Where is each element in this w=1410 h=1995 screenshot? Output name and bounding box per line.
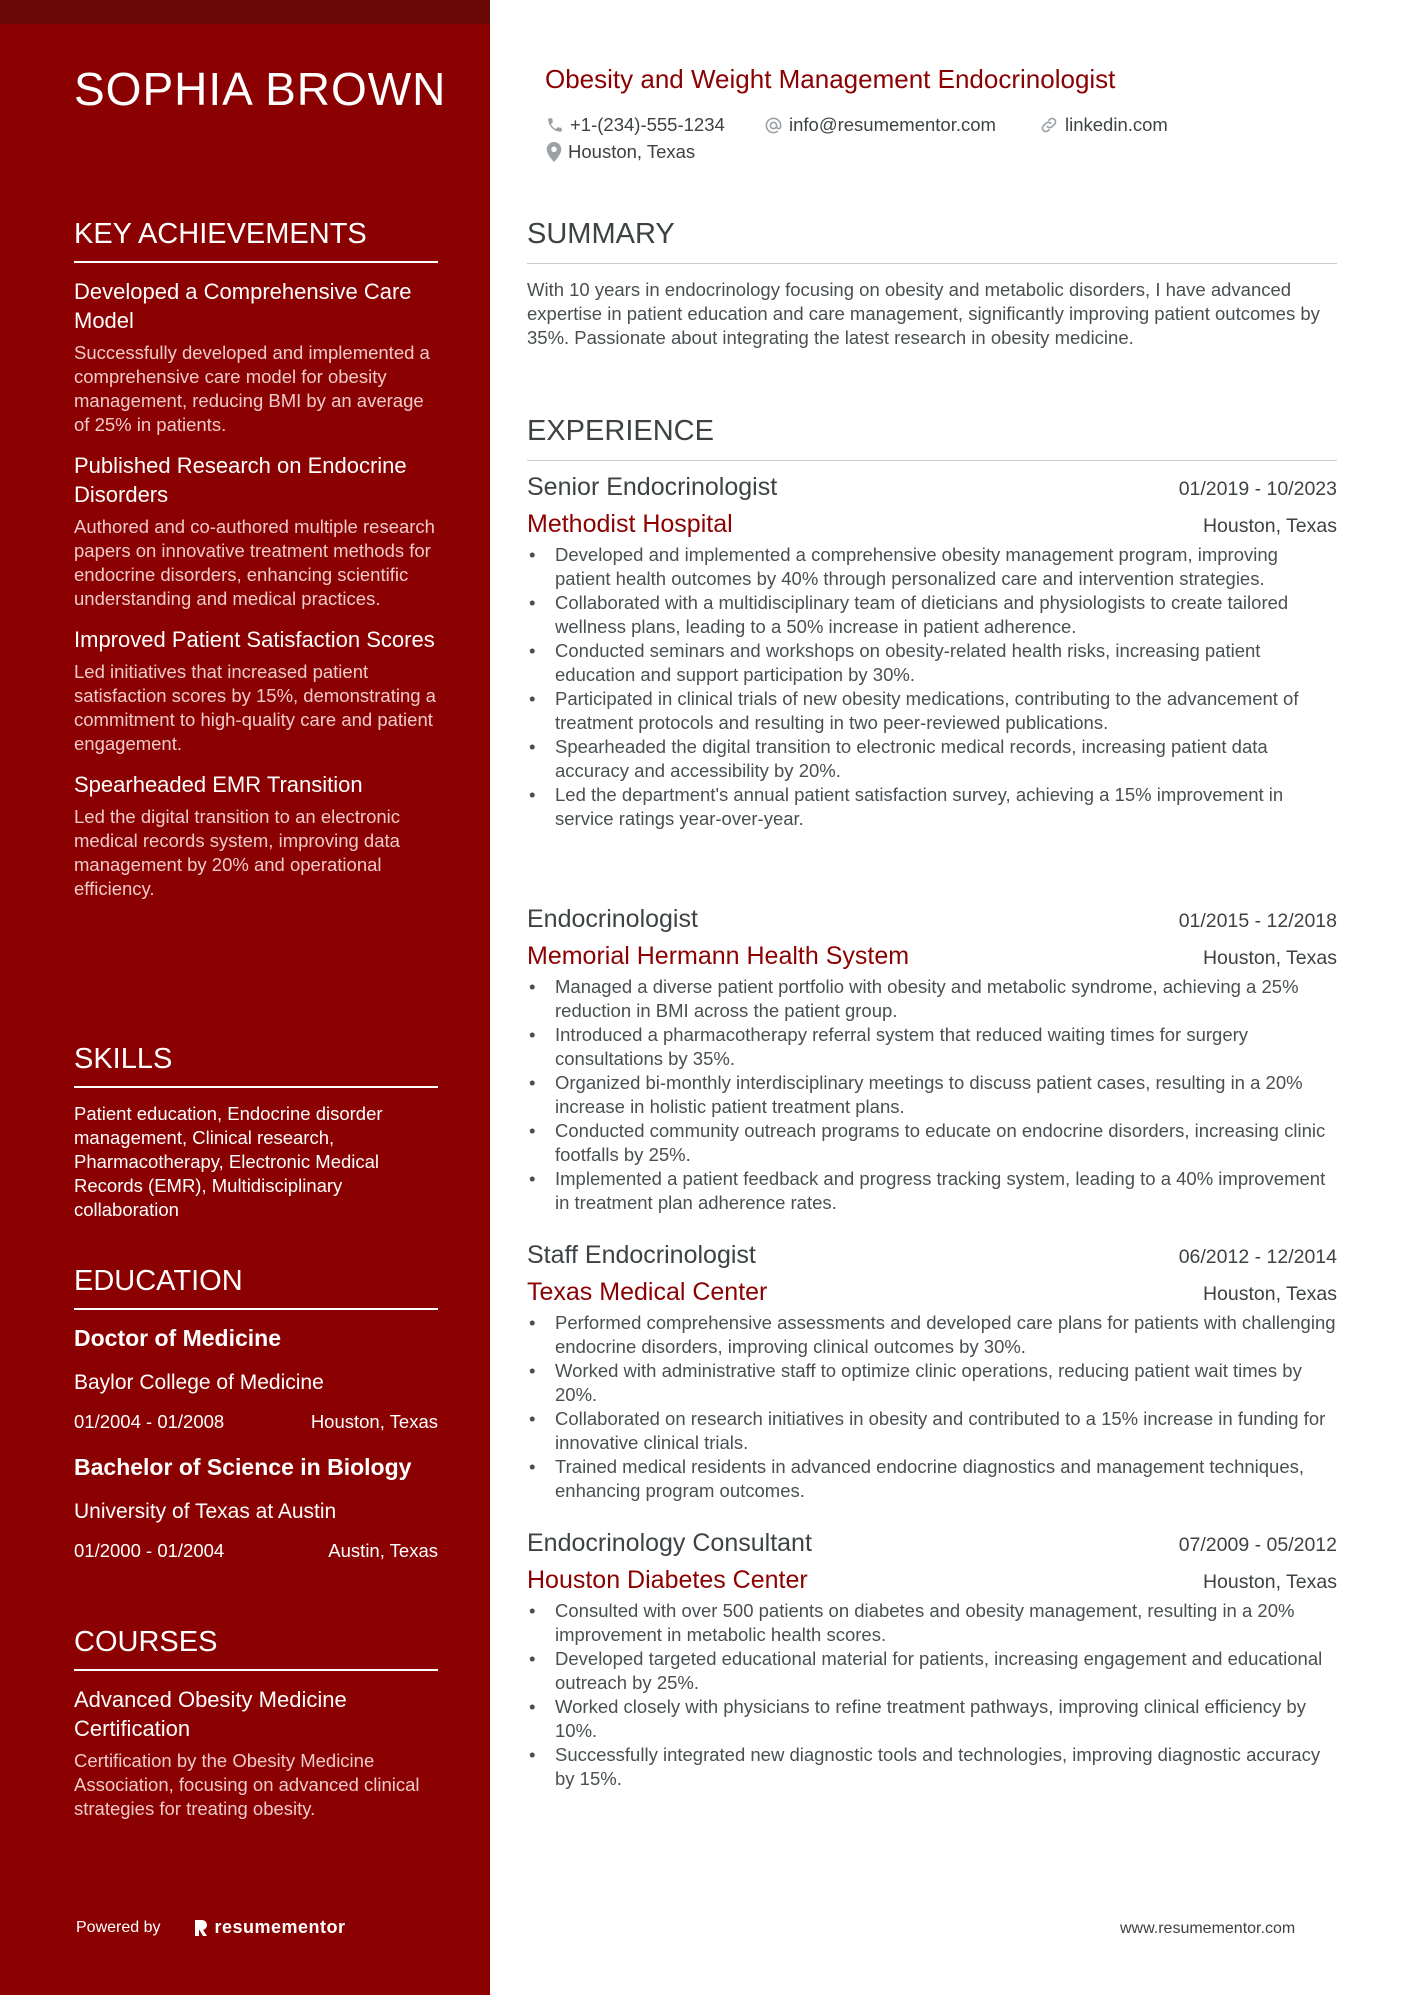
achievement-item (74, 451, 438, 611)
brand-logo-icon (193, 1919, 209, 1937)
location-text: Houston, Texas (568, 141, 696, 162)
achievements-heading: KEY ACHIEVEMENTS (74, 218, 438, 263)
experience-item (527, 473, 1337, 831)
job-location: Houston, Texas (1202, 515, 1337, 537)
job-bullet: • Worked with administrative staff to optimize clinic operations, reducing patient wait times by 20%. (527, 1359, 1337, 1407)
achievement-title: Published Research on Endocrine Disorders (74, 453, 407, 507)
education-dates: 01/2000 - 01/2004 (74, 1540, 225, 1561)
job-role: Endocrinology Consultant (527, 1529, 812, 1557)
job-bullet: • Conducted community outreach programs to educate on endocrine disorders, increasing clinic footfalls by 25%. (527, 1119, 1337, 1167)
education-location: Austin, Texas (328, 1540, 438, 1561)
job-bullet: • Performed comprehensive assessments and developed care plans for patients with challenging endocrine disorders, improving clinical outcomes by 30%. (527, 1311, 1337, 1359)
job-location: Houston, Texas (1202, 1283, 1337, 1305)
experience-heading: EXPERIENCE (527, 415, 1337, 461)
contact-location (546, 141, 695, 163)
job-bullet: • Collaborated on research initiatives in obesity and contributed to a 15% increase in funding for innovative clinical trials. (527, 1407, 1337, 1455)
job-bullet: • Successfully integrated new diagnostic tools and technologies, improving diagnostic accuracy by 15%. (527, 1743, 1337, 1791)
link-icon (1039, 115, 1059, 135)
job-bullet: • Developed targeted educational material for patients, increasing engagement and educational outreach by 25%. (527, 1647, 1337, 1695)
education-heading: EDUCATION (74, 1265, 438, 1310)
education-degree: Bachelor of Science in Biology (74, 1454, 412, 1480)
phone-text: +1-(234)-555-1234 (570, 114, 725, 135)
achievement-desc: Led the digital transition to an electronic medical records system, improving data management by 20% and operational efficiency. (74, 806, 401, 899)
achievement-desc: Led initiatives that increased patient satisfaction scores by 15%, demonstrating a commitment to high-quality care and patient engagement. (74, 661, 436, 754)
achievement-item (74, 277, 438, 437)
job-bullet: • Managed a diverse patient portfolio with obesity and metabolic syndrome, achieving a 25% reduction in BMI across the patient group. (527, 975, 1337, 1023)
job-bullets (527, 975, 1337, 1215)
powered-by-label: Powered by (76, 1918, 161, 1936)
phone-icon (546, 116, 564, 134)
achievements-section (74, 218, 438, 915)
job-bullets (527, 1599, 1337, 1791)
achievement-desc: Authored and co-authored multiple research papers on innovative treatment methods for endocrine disorders, enhancing scientific understanding and medical practices. (74, 516, 435, 609)
job-bullet: • Implemented a patient feedback and progress tracking system, leading to a 40% improvement in treatment plan adherence rates. (527, 1167, 1337, 1215)
job-bullets (527, 1311, 1337, 1503)
job-bullet: • Consulted with over 500 patients on diabetes and obesity management, resulting in a 20% improvement in metabolic health scores. (527, 1599, 1337, 1647)
achievement-title: Improved Patient Satisfaction Scores (74, 627, 435, 652)
job-dates: 01/2019 - 10/2023 (1178, 478, 1337, 500)
education-location: Houston, Texas (310, 1411, 438, 1432)
job-company: Memorial Hermann Health System (527, 942, 910, 970)
candidate-name: SOPHIA BROWN (74, 63, 447, 115)
job-bullet: • Organized bi-monthly interdisciplinary meetings to discuss patient cases, resulting in a 20% increase in holistic patient treatment plans. (527, 1071, 1337, 1119)
summary-heading: SUMMARY (527, 218, 1337, 264)
education-section (74, 1265, 438, 1582)
education-degree: Doctor of Medicine (74, 1325, 282, 1351)
education-school: University of Texas at Austin (74, 1500, 337, 1523)
contact-phone[interactable] (546, 114, 725, 136)
job-location: Houston, Texas (1202, 1571, 1337, 1593)
job-role: Senior Endocrinologist (527, 473, 778, 501)
job-bullet: • Trained medical residents in advanced endocrine diagnostics and management techniques, enhancing program outcomes. (527, 1455, 1337, 1503)
job-bullet: • Led the department's annual patient satisfaction survey, achieving a 15% improvement in service ratings year-over-year. (527, 783, 1337, 831)
job-company: Texas Medical Center (527, 1278, 768, 1306)
target-job-title: Obesity and Weight Management Endocrinologist (545, 64, 1116, 94)
job-company: Methodist Hospital (527, 510, 733, 538)
sidebar-top-band (0, 0, 490, 24)
job-bullets (527, 543, 1337, 831)
sidebar (0, 0, 490, 1995)
brand-logo[interactable] (193, 1917, 346, 1938)
skills-heading: SKILLS (74, 1043, 438, 1088)
job-dates: 06/2012 - 12/2014 (1178, 1246, 1337, 1268)
experience-item (527, 905, 1337, 1215)
achievement-title: Spearheaded EMR Transition (74, 772, 363, 797)
experience-item (527, 1241, 1337, 1503)
location-pin-icon (546, 142, 562, 162)
course-title: Advanced Obesity Medicine Certification (74, 1687, 347, 1741)
job-dates: 01/2015 - 12/2018 (1178, 910, 1337, 932)
education-item (74, 1453, 438, 1562)
experience-item (527, 1529, 1337, 1791)
job-company: Houston Diabetes Center (527, 1566, 808, 1594)
courses-heading: COURSES (74, 1626, 438, 1671)
courses-section (74, 1626, 438, 1821)
skills-section (74, 1043, 438, 1222)
education-item (74, 1324, 438, 1433)
job-bullet: • Spearheaded the digital transition to electronic medical records, increasing patient data accuracy and accessibility by 20%. (527, 735, 1337, 783)
brand-name: resumementor (214, 1917, 346, 1937)
education-dates: 01/2004 - 01/2008 (74, 1411, 225, 1432)
email-text: info@resumementor.com (789, 114, 996, 135)
education-school: Baylor College of Medicine (74, 1371, 324, 1394)
job-bullet: • Worked closely with physicians to refine treatment pathways, improving clinical efficiency by 10%. (527, 1695, 1337, 1743)
achievement-title: Developed a Comprehensive Care Model (74, 279, 412, 333)
achievement-item (74, 770, 438, 901)
job-bullet: • Conducted seminars and workshops on obesity-related health risks, increasing patient education and support participation by 30%. (527, 639, 1337, 687)
contact-email[interactable] (764, 114, 996, 136)
job-location: Houston, Texas (1202, 947, 1337, 969)
course-desc: Certification by the Obesity Medicine Association, focusing on advanced clinical strategies for treating obesity. (74, 1750, 420, 1819)
job-bullet: • Collaborated with a multidisciplinary team of dieticians and physiologists to create tailored wellness plans, leading to a 50% increase in patient adherence. (527, 591, 1337, 639)
job-bullet: • Developed and implemented a comprehensive obesity management program, improving patient health outcomes by 40% through personalized care and intervention strategies. (527, 543, 1337, 591)
achievement-desc: Successfully developed and implemented a comprehensive care model for obesity management, reducing BMI by an average of 25% in patients. (74, 342, 430, 435)
summary-text: With 10 years in endocrinology focusing on obesity and metabolic disorders, I have advanced expertise in patient education and care management, significantly improving patient outcomes by 35%. Passionate about integrating the latest research in obesity medicine. (527, 279, 1320, 348)
contact-linkedin[interactable] (1039, 114, 1168, 136)
footer-url[interactable]: www.resumementor.com (1120, 1920, 1296, 1937)
job-bullet: • Introduced a pharmacotherapy referral system that reduced waiting times for surgery consultations by 35%. (527, 1023, 1337, 1071)
powered-by (76, 1917, 346, 1938)
job-dates: 07/2009 - 05/2012 (1178, 1534, 1337, 1556)
linkedin-text: linkedin.com (1065, 114, 1168, 135)
job-role: Endocrinologist (527, 905, 698, 933)
skills-list: Patient education, Endocrine disorder management, Clinical research, Pharmacotherapy, Electronic Medical Records (EMR), Multidisciplinary collaboration (74, 1103, 383, 1220)
achievement-item (74, 625, 438, 756)
job-role: Staff Endocrinologist (527, 1241, 756, 1269)
course-item (74, 1685, 438, 1821)
job-bullet: • Participated in clinical trials of new obesity medications, contributing to the advancement of treatment protocols and resulting in two peer-reviewed publications. (527, 687, 1337, 735)
at-icon (764, 116, 783, 135)
